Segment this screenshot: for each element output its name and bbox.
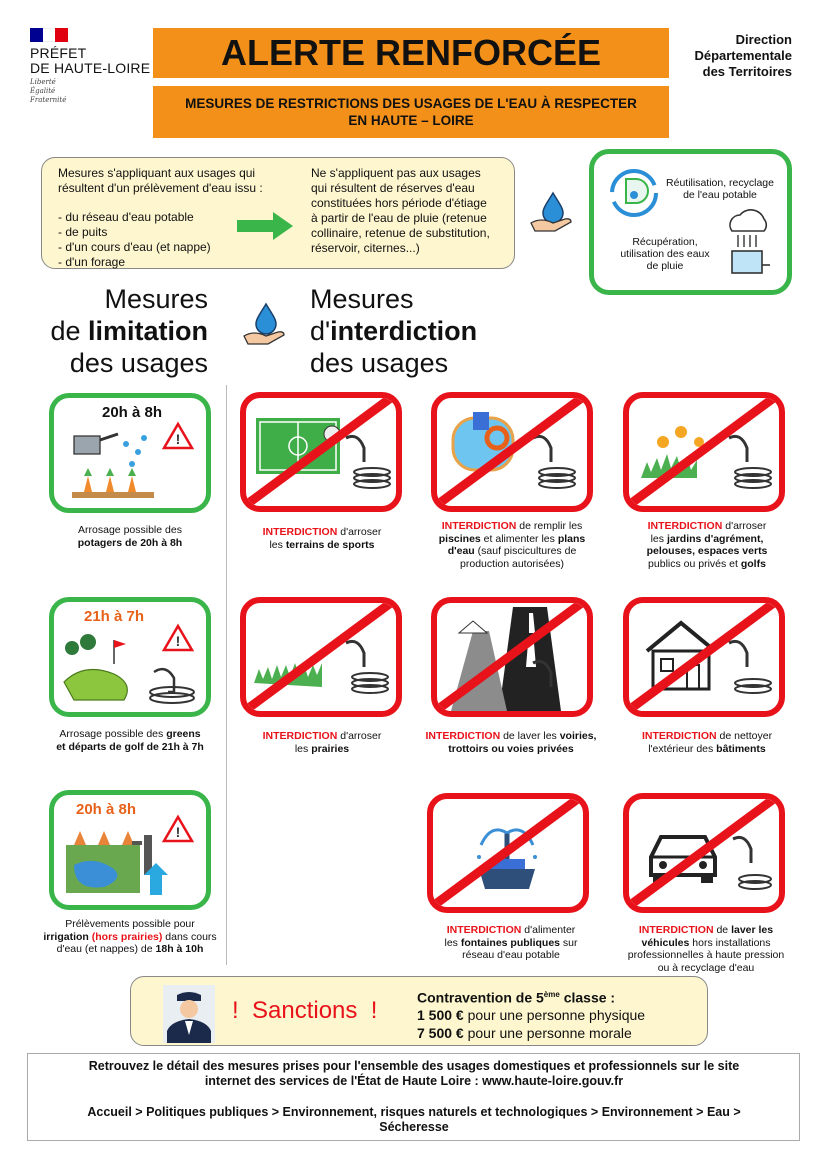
ban-caption-fountains [428, 924, 594, 962]
caption-line: et alimenter les [480, 532, 558, 545]
exception-line: Ne s'appliquent pas aux usages [311, 166, 481, 180]
footer-line1: Retrouvez le détail des mesures prises pour l'ensemble des usages domestiques et professionnels sur le site [88, 1059, 740, 1073]
caption-line: les [444, 936, 461, 949]
caption-bold: fontaines publiques [460, 936, 560, 949]
caption-line: hors installations [689, 936, 771, 949]
ban-card-buildings [623, 597, 785, 717]
caption-line: les [269, 538, 286, 551]
interdiction-heading [310, 283, 610, 379]
limit-card-golf [49, 597, 211, 717]
rain-line3: de pluie [646, 260, 684, 272]
scope-item: - de puits [58, 225, 108, 239]
caption-line: (sauf piscicultures de [474, 545, 577, 557]
limit-card-irrigation [49, 790, 211, 910]
ban-caption-vehicles [618, 924, 794, 974]
reuse-line2: de l'eau potable [683, 189, 757, 201]
right-arrow-icon [237, 212, 295, 240]
subtitle-line2: EN HAUTE – LOIRE [348, 113, 474, 128]
caption-line: Prélèvements possible pour [65, 918, 195, 930]
caption-line: les [294, 742, 312, 755]
scope-item: - d'un cours d'eau (et nappe) [58, 240, 211, 254]
rain-line2: utilisation des eaux [620, 248, 710, 260]
ban-caption-sports [243, 526, 401, 551]
ban-word: INTERDICTION [446, 924, 522, 936]
water-recycling-icon [606, 165, 662, 221]
caption-bold: jardins d'agrément, [666, 532, 764, 545]
ddt-line2: Départementale [694, 48, 792, 63]
gendarme-officer-icon [163, 985, 215, 1043]
caption-line: d'arroser [337, 730, 382, 742]
scope-item: - du réseau d'eau potable [58, 210, 194, 224]
rain-line1: Récupération, [632, 236, 698, 248]
svg-text:!: ! [175, 633, 181, 649]
page-subtitle [153, 86, 669, 138]
caption-orange: (hors prairies) [88, 930, 163, 943]
ban-word: INTERDICTION [641, 730, 717, 742]
limit-card-potagers [49, 393, 211, 513]
limit-caption-irrigation [30, 918, 230, 956]
pool-hose-icon [437, 398, 587, 506]
exception-line: constituées hors période d'étiage [311, 196, 487, 210]
sports-field-hose-icon [246, 398, 396, 506]
limit-bold: limitation [88, 316, 208, 346]
caption-bold: piscines [438, 532, 481, 545]
caption-line: d'arroser [337, 526, 382, 538]
logo-title-line1: PRÉFET [30, 45, 87, 61]
logo-motto-1: Liberté [30, 78, 56, 86]
caption-bold: potagers de 20h à 8h [77, 536, 183, 549]
fountain-icon [433, 799, 583, 907]
caption-line: Arrosage possible des [59, 728, 167, 740]
footer-line4: Sécheresse [379, 1120, 449, 1134]
caption-line: ou à recyclage d'eau [657, 961, 755, 974]
reuse-line1: Réutilisation, recyclage [666, 177, 774, 189]
fine-physical-label: pour une personne physique [463, 1007, 646, 1024]
ban-caption-roads [418, 730, 604, 755]
caption-bold: voiries, [559, 730, 597, 742]
contravention-details [417, 986, 645, 1042]
svg-text:!: ! [175, 431, 181, 447]
caption-line: de remplir les [516, 520, 583, 532]
ban-card-meadows [240, 597, 402, 717]
caption-bold: d'eau [447, 545, 475, 557]
caption-bold: pelouses, espaces verts [646, 545, 768, 557]
caption-bold: golfs [740, 557, 766, 570]
caption-bold: bâtiments [716, 742, 766, 755]
scope-intro-2: résultent d'un prélèvement d'eau issu : [58, 181, 263, 195]
caption-line: de nettoyer [716, 730, 773, 742]
ban-card-gardens [623, 392, 785, 512]
caption-line: réseau d'eau potable [462, 949, 560, 961]
caption-line: de laver les [500, 730, 560, 742]
page-title: ALERTE RENFORCÉE [153, 28, 669, 78]
exception-line: à partir de l'eau de pluie (retenue [311, 211, 487, 225]
caption-line: l'extérieur des [648, 742, 717, 755]
caption-bold: laver les [731, 924, 774, 936]
caption-line: sur [560, 936, 578, 949]
footer-line2: internet des services de l'État de Haute Loire : www.haute-loire.gouv.fr [204, 1074, 624, 1088]
limit-caption-potagers [47, 524, 213, 549]
limit-line3: des usages [69, 348, 208, 378]
contra-sup: ème [543, 990, 560, 999]
watering-can-vegetables-icon [54, 398, 206, 508]
footer-breadcrumb [40, 1105, 788, 1135]
time-label: 20h à 8h [102, 404, 163, 421]
exception-line: réservoir, citernes...) [311, 241, 420, 255]
time-label: 20h à 8h [76, 801, 137, 818]
exception-line: collinaire, retenue de substitution, [311, 226, 490, 240]
hand-water-drop-icon [240, 300, 292, 350]
contra-line1-post: classe : [559, 989, 616, 1006]
limit-pre: de [50, 316, 88, 346]
limit-line1: Mesures [104, 284, 208, 314]
fine-physical-amount: 1 500 € [417, 1007, 464, 1024]
exception-line: qui résultent de réserves d'eau [311, 181, 475, 195]
ban-card-sports [240, 392, 402, 512]
caption-line: Arrosage possible des [78, 524, 182, 536]
inter-line1: Mesures [310, 284, 414, 314]
caption-bold: irrigation [43, 930, 89, 943]
inter-pre: d' [310, 316, 331, 346]
subtitle-line1: MESURES DE RESTRICTIONS DES USAGES DE L'EAU À RESPECTER [185, 96, 637, 111]
caption-bold: prairies [311, 742, 350, 755]
ban-card-vehicles [623, 793, 785, 913]
ban-word: INTERDICTION [425, 730, 501, 742]
house-hose-icon [629, 603, 779, 711]
fine-moral-label: pour une personne morale [463, 1024, 632, 1041]
ban-word: INTERDICTION [647, 520, 723, 532]
limitation-heading [20, 283, 208, 379]
caption-line: production autorisées) [460, 557, 564, 570]
footer-info [40, 1059, 788, 1089]
ddt-line3: des Territoires [702, 64, 792, 79]
ban-word: INTERDICTION [638, 924, 714, 936]
reuse-label [660, 177, 780, 201]
time-label: 21h à 7h [84, 608, 145, 625]
limit-caption-golf [42, 728, 218, 753]
garden-flowers-hose-icon [629, 398, 779, 506]
caption-line: d'eau (et nappes) de [56, 943, 156, 955]
ban-word: INTERDICTION [262, 526, 338, 538]
ban-word: INTERDICTION [441, 520, 517, 532]
ban-caption-gardens [622, 520, 792, 570]
inter-bold: interdiction [330, 316, 478, 346]
french-flag-icon [30, 28, 68, 42]
sanctions-title: ! Sanctions ! [232, 997, 378, 1024]
caption-bold: plans [557, 532, 586, 545]
ban-card-roads [431, 597, 593, 717]
caption-line: publics ou privés et [648, 557, 741, 570]
ban-caption-pools [426, 520, 598, 570]
scope-item: - d'un forage [58, 255, 126, 269]
caption-bold: véhicules [641, 936, 690, 949]
road-sidewalk-hose-icon [437, 603, 587, 711]
caption-bold: terrains de sports [285, 538, 375, 551]
ddt-label [672, 32, 792, 80]
car-hose-icon [629, 799, 779, 907]
caption-bold: et départs de golf de 21h à 7h [56, 740, 204, 753]
column-divider [226, 385, 227, 965]
contra-line1: Contravention de 5 [417, 989, 544, 1006]
ban-caption-meadows [243, 730, 401, 755]
hand-water-drop-icon [527, 187, 579, 235]
rain-collection-icon [722, 207, 774, 277]
irrigation-pump-icon [54, 795, 206, 905]
caption-line: dans cours [162, 930, 217, 943]
caption-bold: greens [166, 728, 201, 740]
logo-motto-3: Fraternité [30, 96, 67, 104]
fine-moral-amount: 7 500 € [417, 1024, 464, 1041]
ban-word: INTERDICTION [262, 730, 338, 742]
caption-bold: trottoirs ou voies privées [448, 742, 574, 755]
caption-line: d'arroser [722, 520, 767, 532]
caption-line: d'alimenter [521, 924, 576, 936]
meadow-hose-icon [246, 603, 396, 711]
prefet-logo [30, 28, 155, 105]
ban-caption-buildings [624, 730, 790, 755]
caption-line: les [650, 532, 667, 545]
scope-intro-1: Mesures s'appliquant aux usages qui [58, 166, 256, 180]
logo-title-line2: DE HAUTE-LOIRE [30, 60, 151, 76]
logo-motto-2: Égalité [30, 87, 56, 95]
svg-text:!: ! [175, 824, 181, 840]
caption-line: de [713, 924, 732, 936]
caption-line: professionnelles à haute pression [627, 949, 785, 961]
rain-label [605, 236, 725, 272]
ddt-line1: Direction [735, 32, 792, 47]
inter-line3: des usages [310, 348, 449, 378]
ban-card-fountains [427, 793, 589, 913]
scope-exception [311, 166, 511, 256]
footer-line3: Accueil > Politiques publiques > Environnement, risques naturels et technologiques > Environnement > Eau > [87, 1105, 741, 1119]
caption-bold: 18h à 10h [155, 943, 204, 955]
golf-green-sprinkler-icon [54, 602, 206, 712]
ban-card-pools [431, 392, 593, 512]
